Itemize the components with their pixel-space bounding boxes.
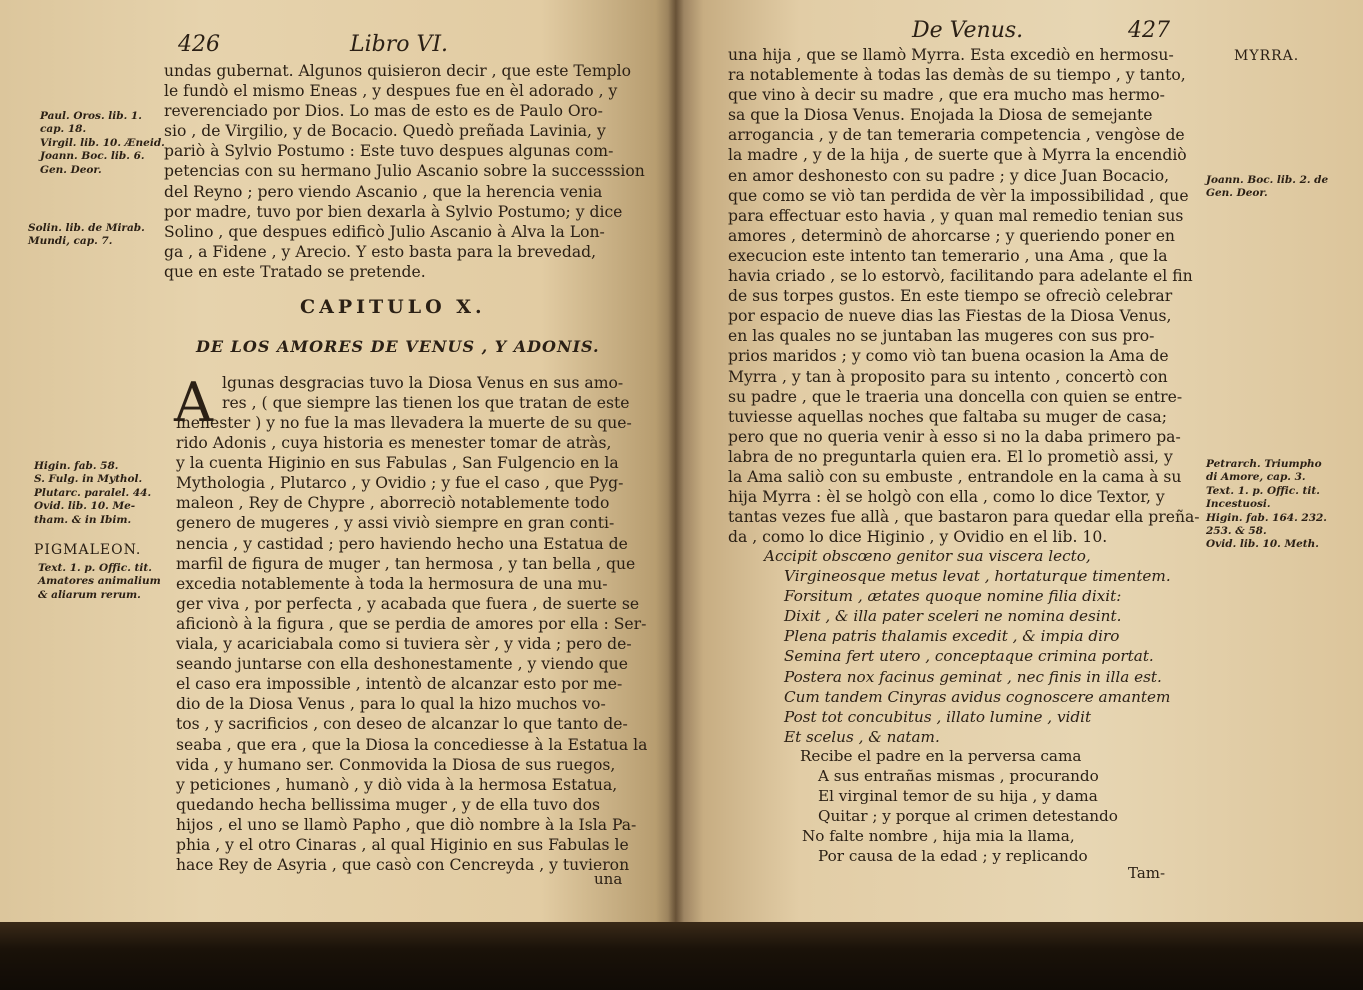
text-line: nencia , y castidad ; pero haviendo hecho una Estatua de — [176, 534, 628, 553]
margin-note: cap. 18. — [40, 123, 87, 136]
margin-note: Joann. Boc. lib. 6. — [40, 150, 145, 163]
text-line: aficionò à la figura , que se perdia de amores por ella : Ser- — [176, 614, 647, 633]
margin-note: Ovid. lib. 10. Meth. — [1206, 538, 1319, 551]
text-line: undas gubernat. Algunos quisieron decir , que este Templo — [164, 62, 631, 80]
running-head-right: De Venus. — [912, 18, 1024, 43]
text-line: la madre , y de la hija , de suerte que à Myrra la encendiò — [728, 146, 1187, 165]
text-line: una hija , que se llamò Myrra. Esta excediò en hermosu- — [728, 46, 1174, 64]
text-line: que como se viò tan perdida de vèr la impossibilidad , que — [728, 186, 1189, 205]
text-line: por espacio de nueve dias las Fiestas de la Diosa Venus, — [728, 307, 1172, 326]
text-line: de sus torpes gustos. En este tiempo se ofreciò celebrar — [728, 287, 1173, 306]
text-line: y la cuenta Higinio en sus Fabulas , San Fulgencio en la — [176, 454, 619, 473]
right-page — [676, 0, 1363, 928]
margin-note: Gen. Deor. — [40, 163, 102, 176]
verse-line: Cum tandem Cinyras avidus cognoscere amantem — [784, 687, 1171, 706]
verse-line: Post tot concubitus , illato lumine , vidit — [784, 707, 1092, 726]
text-line: phia , y el otro Cinaras , al qual Higinio en sus Fabulas le — [176, 835, 629, 854]
text-line: ra notablemente à todas las demàs de su tiempo , y tanto, — [728, 66, 1186, 85]
text-line: quedando hecha bellissima muger , y de ella tuvo dos — [176, 795, 601, 814]
right-body-text — [728, 45, 1200, 547]
text-line: para effectuar esto havia , y quan mal remedio tenian sus — [728, 206, 1184, 225]
verse-line: Virgineosque metus levat , hortaturque timentem. — [784, 567, 1171, 586]
margin-note: Text. 1. p. Offic. tit. — [38, 562, 152, 574]
running-head-left: Libro VI. — [350, 32, 449, 57]
margin-note: Incestuosi. — [1206, 498, 1271, 511]
text-line: tos , y sacrificios , con deseo de alcanzar lo que tanto de- — [176, 715, 628, 734]
text-line: y peticiones , humanò , y diò vida à la hermosa Estatua, — [176, 775, 618, 794]
verse-line: No falte nombre , hija mia la llama, — [802, 827, 1075, 846]
margin-note: Higin. fab. 164. 232. — [1206, 511, 1327, 524]
text-line: en amor deshonesto con su padre ; y dice Juan Bocacio, — [728, 166, 1170, 185]
margin-note: & aliarum rerum. — [38, 588, 141, 601]
verse-line: Et scelus , & natam. — [784, 727, 940, 746]
left-body-text — [176, 413, 647, 875]
text-line: por madre, tuvo por bien dexarla à Sylvio Postumo; y dice — [164, 202, 623, 221]
text-line: seando juntarse con ella deshonestamente , y viendo que — [176, 655, 628, 674]
text-line: en las quales no se juntaban las mugeres con sus pro- — [728, 327, 1155, 346]
text-line: genero de mugeres , y assi viviò siempre en gran conti- — [176, 514, 615, 533]
verse-line: A sus entrañas mismas , procurando — [818, 767, 1099, 786]
margin-notes-top-right — [1206, 174, 1328, 201]
drop-cap: A — [174, 371, 213, 434]
margin-note: Higin. fab. 58. — [34, 460, 119, 472]
text-line: tantas vezes fue allà , que bastaron para quedar ella preña- — [728, 508, 1200, 527]
text-line: la Ama saliò con su embuste , entrandole en la cama à su — [728, 467, 1182, 486]
text-line: que en este Tratado se pretende. — [164, 262, 426, 281]
text-line: hace Rey de Asyria , que casò con Cencreyda , y tuvieron — [176, 856, 630, 875]
text-line: que vino à decir su madre , que era mucho mas hermo- — [728, 86, 1165, 105]
text-line: seaba , que era , que la Diosa la concediesse à la Estatua la — [176, 735, 648, 754]
book-gutter — [668, 0, 684, 928]
text-line: prios maridos ; y como viò tan buena ocasion la Ama de — [728, 347, 1169, 366]
text-line: petencias con su hermano Julio Ascanio sobre la successsion — [164, 162, 645, 181]
margin-note: Amatores animalium — [38, 575, 161, 588]
verse-line: Postera nox facinus geminat , nec finis in illa est. — [784, 667, 1162, 686]
margin-heading-myrra: MYRRA. — [1234, 48, 1300, 64]
text-line: execucion este intento tan temerario , una Ama , que la — [728, 246, 1168, 265]
text-line: vida , y humano ser. Conmovida la Diosa de sus ruegos, — [176, 755, 616, 774]
text-line: tuviesse aquellas noches que faltaba su muger de casa; — [728, 407, 1167, 426]
text-line: sio , de Virgilio, y de Bocacio. Quedò preñada Lavinia, y — [164, 122, 606, 141]
text-line: ga , a Fidene , y Arecio. Y esto basta para la brevedad, — [164, 242, 597, 261]
text-line: hijos , el uno se llamò Papho , que diò nombre à la Isla Pa- — [176, 815, 637, 834]
text-line: ger viva , por perfecta , y acabada que fuera , de suerte se — [176, 594, 640, 613]
text-line: menester ) y no fue la mas llevadera la muerte de su que- — [176, 414, 632, 432]
text-line: del Reyno ; pero viendo Ascanio , que la herencia venia — [164, 182, 603, 201]
text-line: dio de la Diosa Venus , para lo qual la hizo muchos vo- — [176, 695, 606, 714]
margin-notes-low-right — [1206, 458, 1327, 552]
margin-note: di Amore, cap. 3. — [1206, 471, 1306, 484]
text-line: su padre , que le traeria una doncella con quien se entre- — [728, 387, 1183, 406]
chapter-subtitle: DE LOS AMORES DE VENUS , Y ADONIS. — [196, 337, 600, 356]
margin-heading-pigmaleon: PIGMALEON. — [34, 542, 142, 558]
text-line: Mythologia , Plutarco , y Ovidio ; y fue el caso , que Pyg- — [176, 474, 624, 493]
text-line: Myrra , y tan à proposito para su intento , concertò con — [728, 367, 1168, 386]
margin-note: Plutarc. paralel. 44. — [34, 486, 152, 499]
margin-note: Mundi, cap. 7. — [28, 235, 113, 248]
text-line: hija Myrra : èl se holgò con ella , como lo dice Textor, y — [728, 488, 1165, 507]
text-line: arrogancia , y de tan temeraria competencia , vengòse de — [728, 126, 1185, 145]
margin-note: S. Fulg. in Mythol. — [34, 473, 143, 486]
left-first-lines — [222, 373, 629, 413]
margin-note: Paul. Oros. lib. 1. — [40, 110, 142, 122]
text-line: Solino , que despues edificò Julio Ascanio à Alva la Lon- — [164, 222, 605, 241]
margin-note: Joann. Boc. lib. 2. de — [1206, 174, 1329, 186]
margin-note: Petrarch. Triumpho — [1206, 458, 1322, 470]
margin-note: Virgil. lib. 10. Æneid. — [40, 136, 165, 149]
margin-note: tham. & in Ibim. — [34, 513, 132, 526]
catchword-left: una — [594, 870, 623, 888]
margin-notes-top-left — [40, 110, 165, 177]
margin-note: Solin. lib. de Mirab. — [28, 222, 145, 234]
text-line: res , ( que siempre las tienen los que tratan de este — [222, 394, 630, 413]
verse-line: Accipit obscœno genitor sua viscera lecto, — [764, 547, 1091, 565]
verse-line: Forsitum , ætates quoque nomine filia dixit: — [784, 587, 1122, 606]
verse-line: Plena patris thalamis excedit , & impia diro — [784, 627, 1120, 646]
verse-line: Quitar ; y porque al crimen detestando — [818, 807, 1118, 826]
text-line: viala, y acariciabala como si tuviera sèr , y vida ; pero de- — [176, 635, 632, 654]
catchword-right: Tam- — [1128, 864, 1166, 882]
text-line: le fundò el mismo Eneas , y despues fue en èl adorado , y — [164, 82, 618, 101]
text-line: lgunas desgracias tuvo la Diosa Venus en sus amo- — [222, 374, 624, 392]
text-line: reverenciado por Dios. Lo mas de esto es de Paulo Oro- — [164, 102, 603, 121]
verse-line: Por causa de la edad ; y replicando — [818, 847, 1088, 866]
verse-line: Semina fert utero , conceptaque crimina portat. — [784, 647, 1154, 666]
text-line: amores , determinò de ahorcarse ; y queriendo poner en — [728, 226, 1175, 245]
text-line: pero que no queria venir à esso si no la daba primero pa- — [728, 427, 1181, 446]
left-top-text — [164, 61, 645, 282]
margin-notes-pig — [38, 562, 161, 602]
text-line: sa que la Diosa Venus. Enojada la Diosa de semejante — [728, 106, 1153, 125]
text-line: el caso era impossible , intentò de alcanzar esto por me- — [176, 675, 623, 694]
verse-line: Dixit , & illa pater sceleri ne nomina desint. — [784, 607, 1122, 626]
latin-verse — [764, 546, 1171, 747]
verse-line: Recibe el padre en la perversa cama — [800, 747, 1082, 765]
text-line: marfil de figura de muger , tan hermosa , y tan bella , que — [176, 554, 636, 573]
left-page — [0, 0, 676, 928]
text-line: excedia notablemente à toda la hermosura de una mu- — [176, 574, 608, 593]
text-line: labra de no preguntarla quien era. El lo prometiò assi, y — [728, 447, 1173, 466]
chapter-title: CAPITULO X. — [300, 296, 486, 318]
book-bottom-edge — [0, 922, 1363, 990]
verse-line: El virginal temor de su hija , y dama — [818, 787, 1098, 806]
margin-notes-mid-left — [28, 222, 145, 249]
margin-note: Text. 1. p. Offic. tit. — [1206, 484, 1320, 497]
text-line: pariò à Sylvio Postumo : Este tuvo despues algunas com- — [164, 142, 614, 161]
margin-note: 253. & 58. — [1206, 525, 1267, 538]
text-line: da , como lo dice Higinio , y Ovidio en el lib. 10. — [728, 528, 1108, 547]
text-line: rido Adonis , cuya historia es menester tomar de atràs, — [176, 434, 612, 453]
spanish-verse — [802, 746, 1118, 867]
margin-note: Gen. Deor. — [1206, 187, 1268, 200]
page-number-left: 426 — [178, 32, 220, 57]
margin-note: Ovid. lib. 10. Me- — [34, 500, 136, 513]
text-line: havia criado , se lo estorvò, facilitando para adelante el fin — [728, 267, 1193, 286]
text-line: maleon , Rey de Chypre , aborreciò notablemente todo — [176, 494, 610, 513]
page-number-right: 427 — [1128, 18, 1170, 43]
margin-notes-low-left — [34, 460, 151, 527]
